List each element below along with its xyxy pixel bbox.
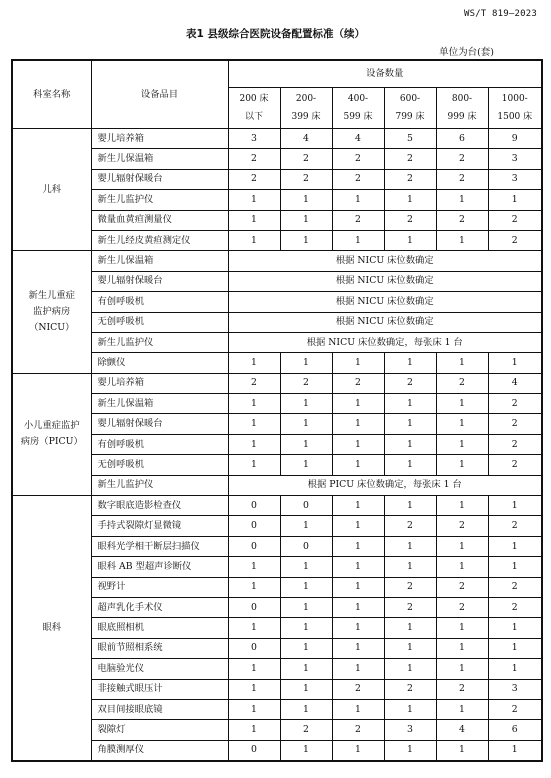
quantity-cell: 2 [384, 516, 436, 536]
equipment-item-cell: 眼科 AB 型超声诊断仪 [91, 557, 228, 577]
quantity-cell: 2 [384, 373, 436, 393]
quantity-cell: 2 [384, 597, 436, 617]
quantity-cell: 1 [384, 414, 436, 434]
header-bed-line: 1500 床 [497, 112, 533, 122]
quantity-cell: 1 [332, 638, 384, 658]
quantity-cell: 1 [228, 659, 280, 679]
department-line: 小儿重症监护 [23, 420, 80, 432]
quantity-cell: 1 [436, 496, 488, 516]
quantity-note-cell: 根据 NICU 床位数确定 [228, 271, 542, 291]
equipment-item-cell: 裂隙灯 [91, 720, 228, 740]
quantity-cell: 1 [384, 496, 436, 516]
quantity-cell: 1 [280, 597, 332, 617]
header-bed-column [488, 88, 542, 129]
equipment-item-cell: 双目间接眼底镜 [91, 699, 228, 719]
quantity-cell: 2 [280, 373, 332, 393]
quantity-cell: 1 [436, 740, 488, 761]
quantity-cell: 1 [488, 659, 542, 679]
equipment-item-cell: 眼科光学相干断层扫描仪 [91, 536, 228, 556]
quantity-cell: 1 [488, 190, 542, 210]
equipment-item-cell: 眼前节照相系统 [91, 638, 228, 658]
quantity-cell: 1 [332, 434, 384, 454]
quantity-cell: 2 [228, 149, 280, 169]
quantity-cell: 3 [488, 169, 542, 189]
quantity-cell: 2 [384, 149, 436, 169]
quantity-cell: 1 [488, 353, 542, 373]
quantity-cell: 0 [280, 536, 332, 556]
quantity-cell: 2 [436, 577, 488, 597]
quantity-cell: 1 [332, 618, 384, 638]
equipment-item-cell: 婴儿培养箱 [91, 129, 228, 149]
equipment-item-cell: 微量血黄疸测量仪 [91, 210, 228, 230]
quantity-cell: 4 [436, 720, 488, 740]
quantity-cell: 1 [332, 740, 384, 761]
equipment-item-cell: 新生儿经皮黄疸测定仪 [91, 230, 228, 250]
quantity-cell: 1 [280, 434, 332, 454]
quantity-cell: 1 [228, 455, 280, 475]
quantity-cell: 1 [332, 536, 384, 556]
quantity-cell: 1 [384, 190, 436, 210]
header-bed-column [280, 88, 332, 129]
table-row [12, 190, 542, 210]
quantity-cell: 2 [488, 434, 542, 454]
quantity-cell: 5 [384, 129, 436, 149]
quantity-cell: 6 [436, 129, 488, 149]
quantity-cell: 1 [332, 230, 384, 250]
quantity-cell: 1 [384, 536, 436, 556]
table-row [12, 455, 542, 475]
quantity-cell: 1 [332, 496, 384, 516]
header-department: 科室名称 [12, 60, 91, 129]
quantity-cell: 1 [384, 353, 436, 373]
table-row [12, 251, 542, 271]
equipment-item-cell: 手持式裂隙灯显微镜 [91, 516, 228, 536]
quantity-cell: 2 [488, 516, 542, 536]
quantity-cell: 2 [332, 679, 384, 699]
quantity-cell: 1 [332, 353, 384, 373]
quantity-cell: 1 [280, 230, 332, 250]
equipment-item-cell: 新生儿监护仪 [91, 475, 228, 495]
quantity-cell: 2 [228, 373, 280, 393]
quantity-cell: 1 [436, 557, 488, 577]
quantity-cell: 1 [488, 496, 542, 516]
quantity-cell: 2 [332, 149, 384, 169]
quantity-note-cell: 根据 PICU 床位数确定，每张床 1 台 [228, 475, 542, 495]
quantity-cell: 2 [280, 169, 332, 189]
quantity-cell: 2 [332, 373, 384, 393]
table-row [12, 394, 542, 414]
quantity-cell: 2 [332, 720, 384, 740]
quantity-cell: 1 [332, 659, 384, 679]
equipment-item-cell: 新生儿保温箱 [91, 394, 228, 414]
quantity-cell: 1 [488, 638, 542, 658]
table-row [12, 597, 542, 617]
quantity-cell: 3 [384, 720, 436, 740]
department-line: 儿科 [42, 183, 62, 195]
quantity-cell: 0 [280, 496, 332, 516]
quantity-cell: 1 [280, 557, 332, 577]
equipment-table [11, 59, 543, 762]
table-row [12, 292, 542, 312]
header-bed-line: 400- [347, 94, 369, 104]
header-bed-line: 200- [295, 94, 317, 104]
quantity-cell: 1 [384, 618, 436, 638]
quantity-cell: 1 [280, 699, 332, 719]
quantity-cell: 1 [228, 699, 280, 719]
quantity-cell: 2 [488, 394, 542, 414]
quantity-cell: 1 [384, 455, 436, 475]
header-bed-line: 600- [399, 94, 421, 104]
quantity-cell: 2 [384, 169, 436, 189]
quantity-cell: 1 [280, 455, 332, 475]
quantity-cell: 1 [228, 210, 280, 230]
equipment-item-cell: 角膜测厚仪 [91, 740, 228, 761]
quantity-cell: 1 [332, 577, 384, 597]
table-row [12, 271, 542, 291]
table-title: 表1 县级综合医院设备配置标准（续） [186, 28, 365, 40]
quantity-cell: 2 [488, 699, 542, 719]
header-bed-column [436, 88, 488, 129]
table-row [12, 496, 542, 516]
quantity-cell: 1 [436, 414, 488, 434]
quantity-cell: 2 [436, 149, 488, 169]
quantity-cell: 2 [384, 577, 436, 597]
table-row [12, 312, 542, 332]
quantity-cell: 1 [228, 557, 280, 577]
quantity-cell: 1 [488, 557, 542, 577]
quantity-cell: 2 [488, 455, 542, 475]
quantity-cell: 2 [384, 679, 436, 699]
quantity-cell: 2 [436, 597, 488, 617]
quantity-cell: 1 [332, 414, 384, 434]
table-row [12, 210, 542, 230]
quantity-cell: 1 [436, 394, 488, 414]
table-row [12, 332, 542, 352]
department-cell [12, 129, 91, 251]
quantity-cell: 4 [488, 373, 542, 393]
equipment-item-cell: 除颤仪 [91, 353, 228, 373]
quantity-cell: 1 [384, 740, 436, 761]
quantity-cell: 1 [280, 394, 332, 414]
quantity-cell: 1 [384, 394, 436, 414]
header-bed-line: 599 床 [343, 112, 373, 122]
quantity-cell: 1 [436, 699, 488, 719]
quantity-cell: 2 [228, 169, 280, 189]
quantity-cell: 1 [488, 618, 542, 638]
equipment-item-cell: 婴儿辐射保暖台 [91, 271, 228, 291]
quantity-cell: 1 [332, 597, 384, 617]
quantity-cell: 1 [228, 414, 280, 434]
table-row [12, 516, 542, 536]
quantity-cell: 1 [332, 516, 384, 536]
equipment-item-cell: 婴儿辐射保暖台 [91, 414, 228, 434]
quantity-cell: 2 [332, 210, 384, 230]
quantity-cell: 1 [228, 353, 280, 373]
quantity-cell: 1 [436, 536, 488, 556]
header-bed-line: 800- [451, 94, 473, 104]
equipment-item-cell: 有创呼吸机 [91, 434, 228, 454]
quantity-cell: 1 [228, 394, 280, 414]
equipment-item-cell: 视野计 [91, 577, 228, 597]
quantity-cell: 1 [280, 353, 332, 373]
quantity-cell: 1 [280, 618, 332, 638]
equipment-item-cell: 非接触式眼压计 [91, 679, 228, 699]
quantity-cell: 1 [436, 659, 488, 679]
quantity-note-cell: 根据 NICU 床位数确定 [228, 292, 542, 312]
quantity-cell: 2 [488, 230, 542, 250]
table-row [12, 434, 542, 454]
quantity-cell: 1 [280, 414, 332, 434]
quantity-cell: 1 [228, 679, 280, 699]
header-bed-line: 1000- [501, 94, 528, 104]
table-row [12, 169, 542, 189]
quantity-cell: 1 [384, 557, 436, 577]
quantity-cell: 1 [384, 699, 436, 719]
header-bed-line: 799 床 [395, 112, 425, 122]
table-body [12, 129, 542, 762]
quantity-cell: 2 [436, 679, 488, 699]
quantity-cell: 2 [436, 516, 488, 536]
quantity-note-cell: 根据 NICU 床位数确定，每张床 1 台 [228, 332, 542, 352]
quantity-cell: 1 [436, 230, 488, 250]
quantity-cell: 3 [228, 129, 280, 149]
quantity-cell: 0 [228, 536, 280, 556]
quantity-cell: 4 [332, 129, 384, 149]
quantity-cell: 1 [384, 659, 436, 679]
department-line: 病房（PICU） [20, 436, 83, 448]
quantity-cell: 1 [436, 353, 488, 373]
quantity-cell: 1 [280, 740, 332, 761]
table-row [12, 475, 542, 495]
header-bed-column [228, 88, 280, 129]
quantity-cell: 1 [332, 394, 384, 414]
quantity-cell: 0 [228, 496, 280, 516]
quantity-cell: 2 [436, 169, 488, 189]
quantity-note-cell: 根据 NICU 床位数确定 [228, 251, 542, 271]
equipment-item-cell: 超声乳化手术仪 [91, 597, 228, 617]
quantity-cell: 1 [488, 536, 542, 556]
quantity-cell: 2 [436, 210, 488, 230]
equipment-item-cell: 新生儿监护仪 [91, 190, 228, 210]
header-bed-column [332, 88, 384, 129]
department-line: 监护病房 [33, 306, 71, 318]
table-row [12, 740, 542, 761]
quantity-note-cell: 根据 NICU 床位数确定 [228, 312, 542, 332]
quantity-cell: 1 [228, 434, 280, 454]
header-bed-line: 以下 [244, 112, 263, 122]
equipment-item-cell: 无创呼吸机 [91, 455, 228, 475]
quantity-cell: 1 [228, 230, 280, 250]
quantity-cell: 4 [280, 129, 332, 149]
quantity-cell: 1 [332, 557, 384, 577]
quantity-cell: 2 [384, 210, 436, 230]
table-row [12, 230, 542, 250]
table-row [12, 618, 542, 638]
quantity-cell: 1 [228, 720, 280, 740]
quantity-cell: 2 [488, 577, 542, 597]
quantity-cell: 0 [228, 638, 280, 658]
table-row [12, 577, 542, 597]
quantity-cell: 1 [332, 455, 384, 475]
quantity-cell: 0 [228, 740, 280, 761]
quantity-cell: 1 [488, 740, 542, 761]
equipment-item-cell: 数字眼底造影检查仪 [91, 496, 228, 516]
quantity-cell: 1 [280, 638, 332, 658]
table-row [12, 414, 542, 434]
equipment-item-cell: 婴儿培养箱 [91, 373, 228, 393]
quantity-cell: 1 [436, 455, 488, 475]
quantity-cell: 1 [384, 434, 436, 454]
quantity-cell: 2 [332, 169, 384, 189]
equipment-item-cell: 电脑验光仪 [91, 659, 228, 679]
header-bed-line: 399 床 [291, 112, 321, 122]
table-row [12, 699, 542, 719]
equipment-item-cell: 新生儿监护仪 [91, 332, 228, 352]
quantity-cell: 9 [488, 129, 542, 149]
quantity-cell: 1 [384, 638, 436, 658]
department-line: 新生儿重症 [28, 290, 75, 302]
table-row [12, 679, 542, 699]
equipment-item-cell: 婴儿辐射保暖台 [91, 169, 228, 189]
quantity-cell: 1 [436, 638, 488, 658]
quantity-cell: 1 [228, 190, 280, 210]
quantity-cell: 1 [280, 516, 332, 536]
quantity-cell: 1 [228, 577, 280, 597]
quantity-cell: 1 [280, 679, 332, 699]
department-line: （NICU） [29, 322, 75, 334]
quantity-cell: 0 [228, 597, 280, 617]
quantity-cell: 1 [280, 577, 332, 597]
header-bed-line: 200 床 [239, 94, 269, 104]
header-quantity: 设备数量 [228, 60, 542, 88]
equipment-item-cell: 眼底照相机 [91, 618, 228, 638]
quantity-cell: 1 [384, 230, 436, 250]
equipment-item-cell: 新生儿保温箱 [91, 251, 228, 271]
equipment-item-cell: 有创呼吸机 [91, 292, 228, 312]
table-row [12, 638, 542, 658]
quantity-cell: 3 [488, 149, 542, 169]
quantity-cell: 1 [280, 659, 332, 679]
document-code: WS/T 819—2023 [463, 9, 537, 19]
table-row [12, 557, 542, 577]
quantity-cell: 2 [280, 149, 332, 169]
department-cell [12, 496, 91, 762]
table-row [12, 536, 542, 556]
quantity-cell: 2 [488, 210, 542, 230]
equipment-item-cell: 无创呼吸机 [91, 312, 228, 332]
quantity-cell: 2 [280, 720, 332, 740]
quantity-cell: 1 [436, 190, 488, 210]
quantity-cell: 1 [280, 190, 332, 210]
department-line: 眼科 [42, 622, 62, 634]
table-row [12, 129, 542, 149]
header-bed-line: 999 床 [447, 112, 477, 122]
quantity-cell: 1 [332, 699, 384, 719]
quantity-cell: 2 [488, 597, 542, 617]
quantity-cell: 2 [488, 414, 542, 434]
quantity-cell: 6 [488, 720, 542, 740]
table-row [12, 149, 542, 169]
quantity-cell: 1 [436, 618, 488, 638]
department-cell [12, 373, 91, 495]
department-cell [12, 251, 91, 373]
quantity-cell: 3 [488, 679, 542, 699]
header-item: 设备品目 [91, 60, 228, 129]
table-row [12, 720, 542, 740]
quantity-cell: 0 [228, 516, 280, 536]
quantity-cell: 1 [332, 190, 384, 210]
table-row [12, 353, 542, 373]
quantity-cell: 1 [228, 618, 280, 638]
quantity-cell: 1 [436, 434, 488, 454]
equipment-item-cell: 新生儿保温箱 [91, 149, 228, 169]
table-row [12, 373, 542, 393]
header-bed-column [384, 88, 436, 129]
unit-note: 单位为台(套) [439, 47, 494, 58]
quantity-cell: 1 [280, 210, 332, 230]
quantity-cell: 2 [436, 373, 488, 393]
table-row [12, 659, 542, 679]
